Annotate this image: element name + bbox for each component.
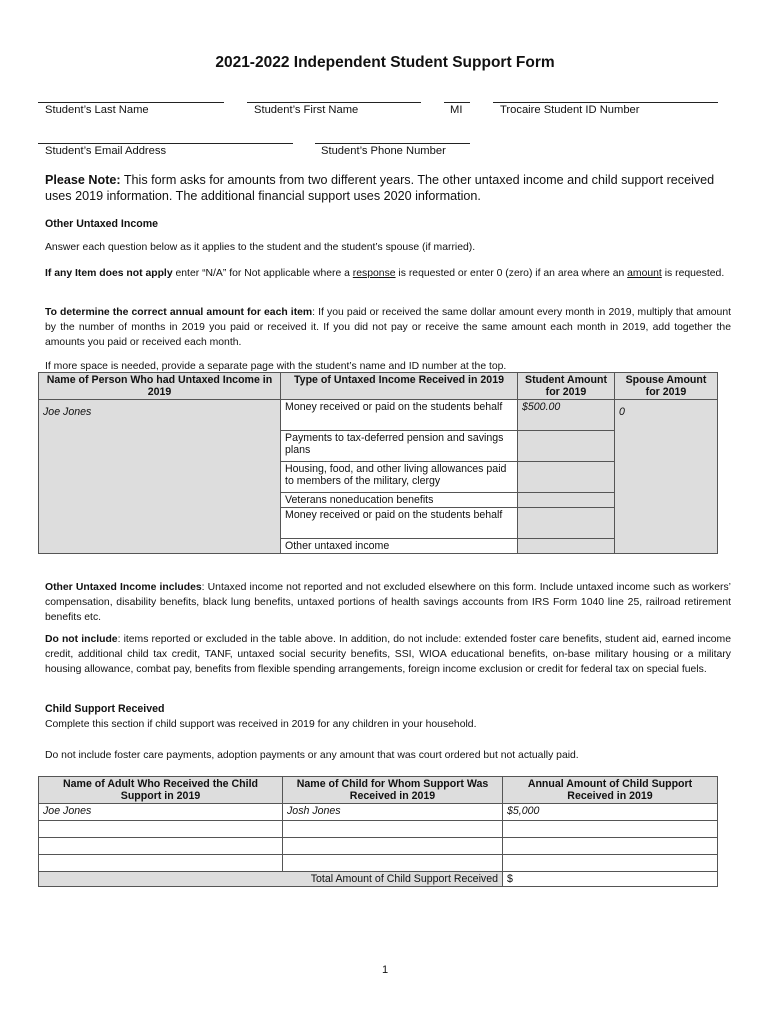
- amount-cell[interactable]: [503, 855, 718, 872]
- header-spouse-amount: Spouse Amount for 2019: [615, 373, 718, 400]
- exclude-paragraph: Do not include: items reported or excluded in the table above. In addition, do not include: extended foster care benefits, student aid, earned income credit, additional child tax credit, TANF, untaxed social security benefits, SSI, WIOA educational benefits, on-base military housing or a military housing allowance, combat pay, benefits from flexible spending arrangements, foreign income exclusion or credit for federal tax on special fuels.: [45, 634, 731, 675]
- child-support-instr2: Do not include foster care payments, adoption payments or any amount that was court ordered but not actually paid.: [45, 750, 579, 761]
- income-type-row: Money received or paid on the students behalf: [281, 400, 518, 431]
- student-id-field[interactable]: [493, 102, 718, 103]
- child-support-table: [38, 776, 718, 887]
- income-type-row: Veterans noneducation benefits: [281, 493, 518, 508]
- mi-label: MI: [450, 104, 463, 116]
- page-title: 2021-2022 Independent Student Support Form: [215, 54, 555, 71]
- student-amount-cell[interactable]: [518, 539, 615, 554]
- child-name-cell[interactable]: [283, 838, 503, 855]
- student-amount-cell[interactable]: [518, 508, 615, 539]
- page-number: 1: [381, 964, 389, 976]
- untaxed-heading: Other Untaxed Income: [45, 218, 159, 230]
- header-type: Type of Untaxed Income Received in 2019: [281, 373, 518, 400]
- header-annual-amount: Annual Amount of Child Support Received in 2019: [503, 777, 718, 804]
- untaxed-instr4: If more space is needed, provide a separate page with the student’s name and ID number at the top.: [45, 361, 507, 372]
- please-note: Please Note: This form asks for amounts from two different years. The other untaxed income and child support received uses 2019 information. The additional financial support uses 2020 information.: [45, 173, 715, 203]
- includes-paragraph: Other Untaxed Income includes: Untaxed income not reported and not excluded elsewhere on this form. Include untaxed income such as workers’ compensation, disability benefits, black lung benefits, untaxed portions of health savings accounts from IRS Form 1040 line 25, railroad retirement benefits etc.: [45, 582, 731, 623]
- untaxed-instr1: Answer each question below as it applies to the student and the student’s spouse (if married).: [45, 242, 476, 253]
- child-name-cell[interactable]: [283, 855, 503, 872]
- person-name-cell[interactable]: Joe Jones: [39, 400, 281, 554]
- child-support-instr1: Complete this section if child support was received in 2019 for any children in your household.: [45, 719, 477, 730]
- student-amount-cell[interactable]: [518, 431, 615, 462]
- untaxed-instr3: To determine the correct annual amount for each item: If you paid or received the same dollar amount every month in 2019, multiply that amount by the number of months in 2019 you paid or received it. If you did not pay or receive the same amount each month in 2019, add together the amounts you paid or received each month.: [45, 307, 731, 348]
- last-name-field[interactable]: [38, 102, 224, 103]
- child-support-heading: Child Support Received: [45, 703, 165, 715]
- header-child-name: Name of Child for Whom Support Was Received in 2019: [283, 777, 503, 804]
- amount-cell[interactable]: [503, 821, 718, 838]
- amount-cell[interactable]: [503, 838, 718, 855]
- income-type-row: Other untaxed income: [281, 539, 518, 554]
- student-amount-cell[interactable]: [518, 462, 615, 493]
- header-person: Name of Person Who had Untaxed Income in 2019: [39, 373, 281, 400]
- email-field[interactable]: [38, 143, 293, 144]
- student-id-label: Trocaire Student ID Number: [500, 104, 640, 116]
- income-type-row: Housing, food, and other living allowances paid to members of the military, clergy: [281, 462, 518, 493]
- header-student-amount: Student Amount for 2019: [518, 373, 615, 400]
- spouse-amount-cell[interactable]: 0: [615, 400, 718, 554]
- phone-field[interactable]: [315, 143, 470, 144]
- student-amount-cell[interactable]: $500.00: [518, 400, 615, 431]
- untaxed-income-table: [38, 372, 718, 554]
- income-type-row: Payments to tax-deferred pension and savings plans: [281, 431, 518, 462]
- last-name-label: Student’s Last Name: [45, 104, 149, 116]
- income-type-row: Money received or paid on the students behalf: [281, 508, 518, 539]
- mi-field[interactable]: [444, 102, 470, 103]
- first-name-label: Student’s First Name: [254, 104, 359, 116]
- email-label: Student’s Email Address: [45, 145, 167, 157]
- total-amount-cell[interactable]: $: [503, 872, 718, 887]
- child-name-cell[interactable]: Josh Jones: [283, 804, 503, 821]
- untaxed-instr2: If any Item does not apply enter “N/A” for Not applicable where a response is requested or enter 0 (zero) if an area where an amount is requested.: [45, 268, 725, 279]
- amount-cell[interactable]: $5,000: [503, 804, 718, 821]
- child-name-cell[interactable]: [283, 821, 503, 838]
- adult-name-cell[interactable]: [39, 855, 283, 872]
- first-name-field[interactable]: [247, 102, 421, 103]
- total-label: Total Amount of Child Support Received: [39, 872, 503, 887]
- student-amount-cell[interactable]: [518, 493, 615, 508]
- adult-name-cell[interactable]: Joe Jones: [39, 804, 283, 821]
- phone-label: Student’s Phone Number: [321, 145, 446, 157]
- header-adult-name: Name of Adult Who Received the Child Support in 2019: [39, 777, 283, 804]
- adult-name-cell[interactable]: [39, 838, 283, 855]
- adult-name-cell[interactable]: [39, 821, 283, 838]
